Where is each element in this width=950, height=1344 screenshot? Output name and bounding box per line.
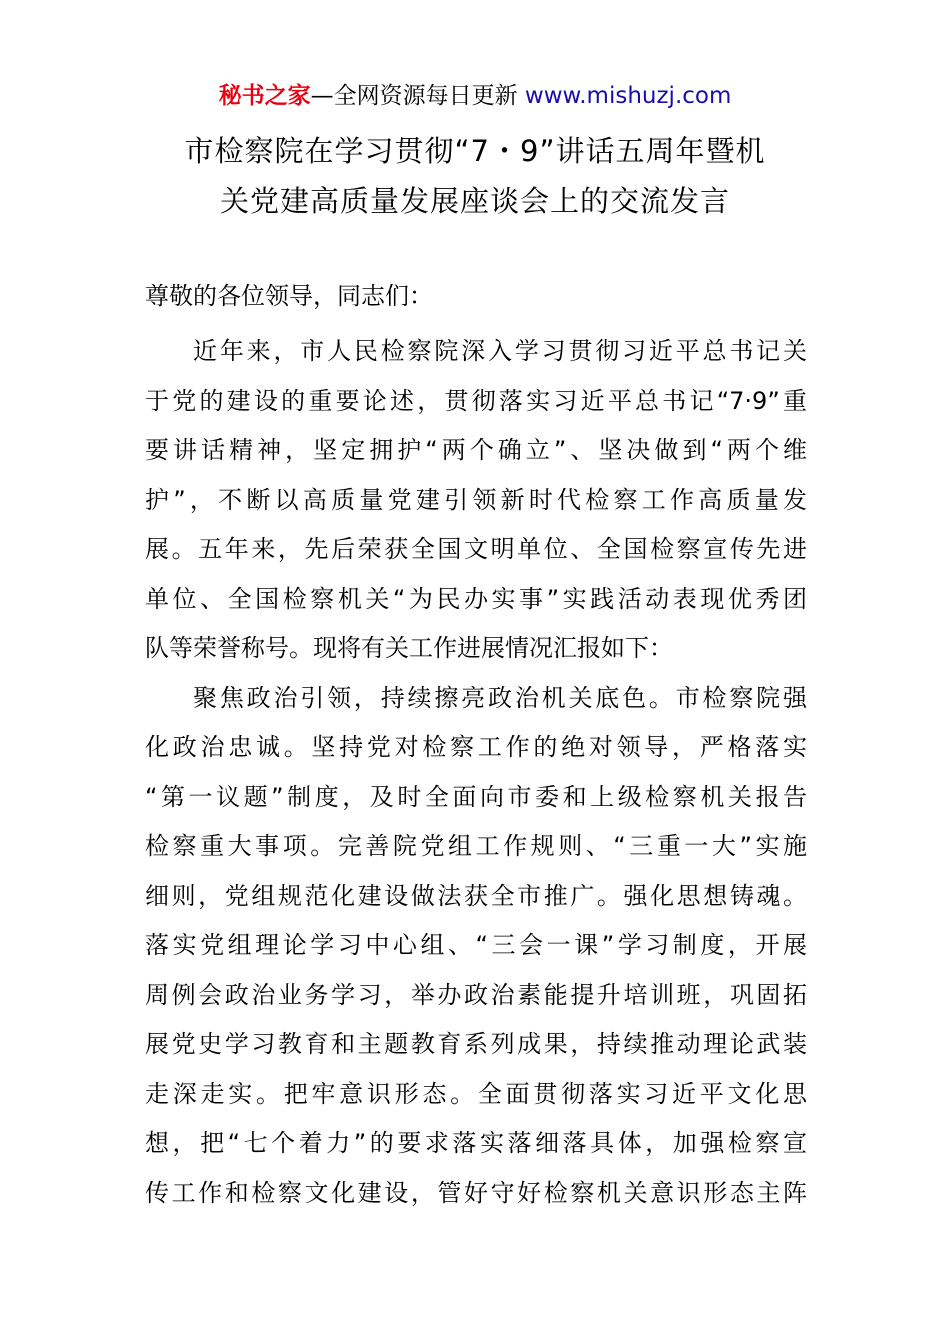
paragraph-line: 近年来，市人民检察院深入学习贯彻习近平总书记关 (193, 337, 807, 365)
document-title (120, 126, 830, 226)
paragraph-line: 落实党组理论学习中心组、“三会一课”学习制度，开展 (145, 931, 807, 959)
paragraph-2 (145, 674, 807, 1219)
paragraph-line: 化政治忠诚。坚持党对检察工作的绝对领导，严格落实 (145, 733, 807, 761)
site-brand: 秘书之家 (218, 83, 311, 109)
paragraph-line: 展。五年来，先后荣获全国文明单位、全国检察宣传先进 (145, 535, 807, 563)
paragraph-line: 单位、全国检察机关“为民办实事”实践活动表现优秀团 (145, 584, 807, 613)
document-body (145, 327, 807, 1218)
salutation: 尊敬的各位领导，同志们： (145, 282, 433, 310)
paragraph-line: 周例会政治业务学习，举办政治素能提升培训班，巩固拓 (145, 980, 807, 1009)
paragraph-line: 检察重大事项。完善院党组工作规则、“三重一大”实施 (145, 832, 807, 860)
title-line-2: 关党建高质量发展座谈会上的交流发言 (219, 184, 730, 218)
site-header (0, 80, 950, 112)
paragraph-line: 护”，不断以高质量党建引领新时代检察工作高质量发 (145, 485, 807, 514)
paragraph-line: 要讲话精神，坚定拥护“两个确立”、坚决做到“两个维 (145, 436, 807, 464)
paragraph-line: 想，把“七个着力”的要求落实落细落具体，加强检察宣 (145, 1129, 807, 1157)
site-tagline: —全网资源每日更新 (310, 83, 518, 109)
paragraph-line: 走深走实。把牢意识形态。全面贯彻落实习近平文化思 (145, 1079, 807, 1108)
title-line-1: 市检察院在学习贯彻“7・9”讲话五周年暨机 (184, 134, 766, 168)
paragraph-line: 聚焦政治引领，持续擦亮政治机关底色。市检察院强 (193, 683, 807, 712)
paragraph-line: 展党史学习教育和主题教育系列成果，持续推动理论武装 (145, 1030, 807, 1058)
paragraph-line: “第一议题”制度，及时全面向市委和上级检察机关报告 (145, 782, 807, 811)
paragraph-line: 队等荣誉称号。现将有关工作进展情况汇报如下： (145, 634, 673, 662)
paragraph-line: 于党的建设的重要论述，贯彻落实习近平总书记“7·9”重 (145, 386, 807, 415)
site-url-link[interactable]: www.mishuzj.com (524, 83, 732, 109)
paragraph-line: 传工作和检察文化建设，管好守好检察机关意识形态主阵 (145, 1178, 807, 1207)
paragraph-line: 细则，党组规范化建设做法获全市推广。强化思想铸魂。 (145, 881, 807, 910)
paragraph-1 (145, 327, 807, 674)
